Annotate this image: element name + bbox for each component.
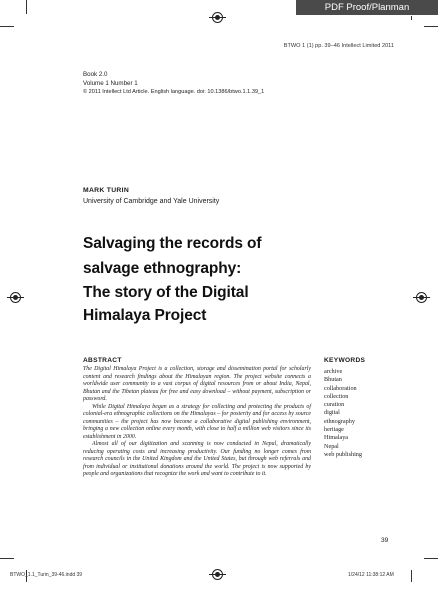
keyword: collection bbox=[324, 392, 349, 400]
volume-number: Volume 1 Number 1 bbox=[83, 80, 138, 87]
keywords-heading: KEYWORDS bbox=[324, 357, 366, 364]
abstract-paragraph: Almost all of our digitization and scanning is now conducted in Nepal, dramatically reducing operating costs and increasing productivity. Our funding no longer comes from research councils in the United Kingdom and the United States, but through web referrals and from individual or institutional donations around the world. The project is now supported by people and organizations that recognize the work and want to contribute to it. bbox=[83, 441, 311, 477]
keyword: digital bbox=[324, 409, 340, 417]
crop-mark bbox=[424, 26, 438, 27]
slug-filename: BTWO_1.1_Turin_39-46.indd 39 bbox=[10, 572, 83, 578]
crop-mark bbox=[0, 26, 14, 27]
keyword: web publishing bbox=[324, 450, 362, 458]
keyword: Bhutan bbox=[324, 376, 342, 384]
keyword: ethnography bbox=[324, 417, 355, 425]
keyword: heritage bbox=[324, 426, 344, 434]
keyword: Himalaya bbox=[324, 434, 349, 442]
page-number: 39 bbox=[381, 537, 389, 544]
registration-mark-right bbox=[416, 292, 427, 303]
keyword: curation bbox=[324, 401, 345, 409]
proof-label: PDF Proof/Planman bbox=[296, 0, 438, 15]
abstract-paragraph: The Digital Himalaya Project is a collection, storage and dissemination portal for scholarly content and research findings about the Himalayan region. The project website connects a worldwide user community to a vast corpus of digital resources from or about India, Nepal, Bhutan and the Tibetan plateau for free and easy download – without payment, subscription or password. bbox=[83, 366, 311, 402]
registration-mark-top bbox=[212, 12, 223, 23]
slug-datetime: 1/24/12 11:38:12 AM bbox=[348, 572, 394, 578]
crop-mark bbox=[0, 558, 14, 559]
keyword: Nepal bbox=[324, 442, 339, 450]
keywords-list bbox=[324, 368, 362, 459]
crop-mark bbox=[411, 16, 412, 20]
running-head: BTWO 1 (1) pp. 39–46 Intellect Limited 2011 bbox=[283, 43, 394, 49]
keyword: collaboration bbox=[324, 384, 357, 392]
crop-mark bbox=[26, 0, 27, 14]
article-title-line: The story of the Digital bbox=[83, 284, 249, 301]
abstract-body bbox=[83, 366, 311, 479]
article-title-line: Himalaya Project bbox=[83, 307, 207, 324]
citation-line: © 2011 Intellect Ltd Article. English language. doi: 10.1386/btwo.1.1.39_1 bbox=[83, 89, 265, 95]
registration-mark-bottom bbox=[212, 569, 223, 580]
book-edition: Book 2.0 bbox=[83, 71, 108, 78]
author-affiliation: University of Cambridge and Yale University bbox=[83, 198, 220, 205]
author-name: MARK TURIN bbox=[83, 187, 130, 194]
article-title-line: Salvaging the records of bbox=[83, 235, 262, 252]
registration-mark-left bbox=[10, 292, 21, 303]
crop-mark bbox=[411, 570, 412, 582]
abstract-heading: ABSTRACT bbox=[83, 357, 122, 364]
article-title-line: salvage ethnography: bbox=[83, 260, 242, 277]
abstract-paragraph: While Digital Himalaya began as a strategy for collecting and protecting the products of colonial-era ethnographic collections on the Himalayas – for posterity and for access by source communities – the project has now become a collaborative digital publishing environment, bringing a new collection online every month, with close to half a million web visitors since its establishment in 2000. bbox=[83, 403, 311, 440]
keyword: archive bbox=[324, 368, 343, 375]
crop-mark bbox=[424, 558, 438, 559]
